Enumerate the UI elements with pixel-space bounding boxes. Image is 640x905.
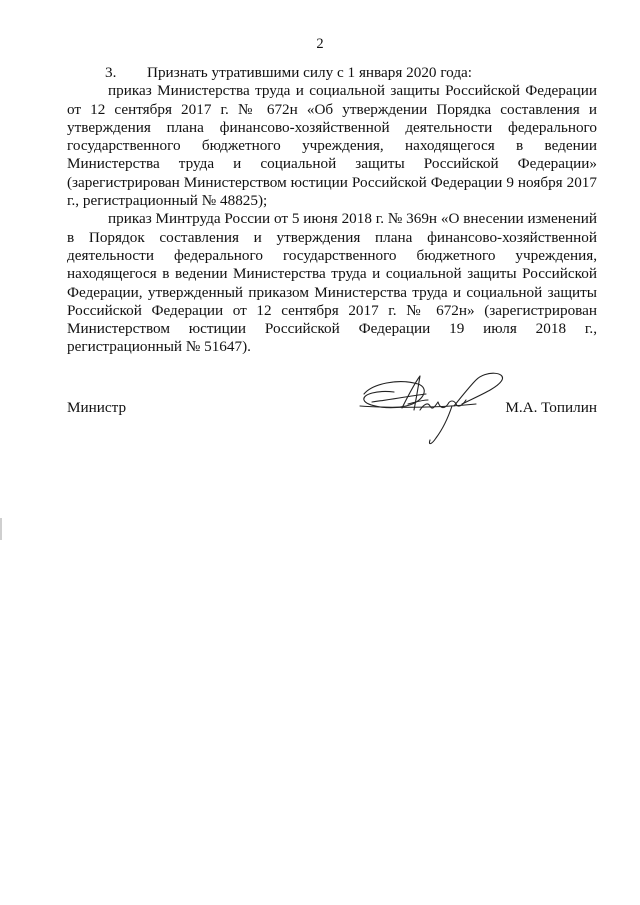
item-heading: Признать утратившими силу с 1 января 2020 года: bbox=[147, 64, 473, 81]
page-number: 2 bbox=[316, 36, 324, 52]
signatory-role: Министр bbox=[67, 399, 127, 416]
document-body bbox=[67, 64, 597, 357]
item-heading-line bbox=[67, 64, 597, 82]
signatory-name: М.А. Топилин bbox=[505, 399, 597, 416]
paragraph-order-369n: приказ Минтруда России от 5 июня 2018 г. № 369н «О внесении изменений в Порядок составления и утверждения плана финансово-хозяйственной деятельности федерального государственного бюджетного учреждения, находящегося в ведении Министерства труда и социальной защиты Российской Федерации, утвержденный приказом Министерства труда и социальной защиты Российской Федерации от 12 сентября 2017 г. № 672н» (зарегистрирован Министерством юстиции Российской Федерации 19 июля 2018 г., регистрационный № 51647). bbox=[67, 210, 598, 356]
paragraph-order-672n: приказ Министерства труда и социальной защиты Российской Федерации от 12 сентября 2017 г. № 672н «Об утверждении Порядка составления и утверждения плана финансово-хозяйственной деятельности федерального государственного бюджетного учреждения, находящегося в ведении Министерства труда и социальной защиты Российской Федерации» (зарегистрирован Министерством юстиции Российской Федерации 9 ноября 2017 г., регистрационный № 48825); bbox=[67, 82, 597, 210]
item-number: 3. bbox=[105, 64, 117, 81]
signature-block bbox=[67, 399, 597, 423]
scan-edge-mark bbox=[0, 518, 2, 540]
